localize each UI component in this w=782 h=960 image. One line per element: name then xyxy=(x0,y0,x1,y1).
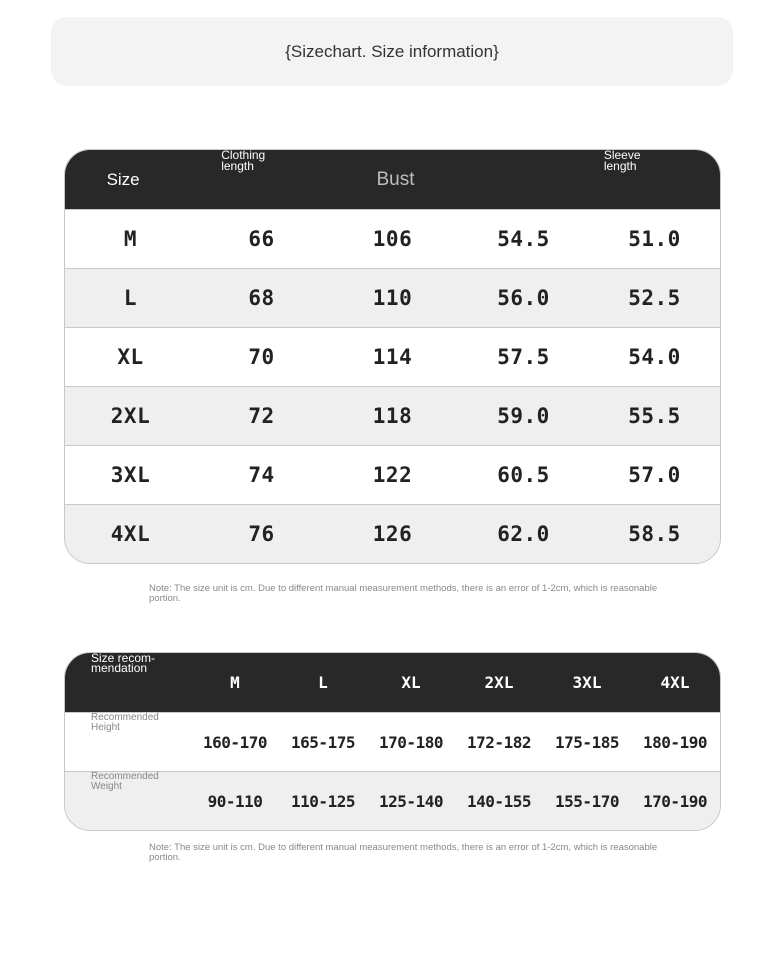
size-note: Note: The size unit is cm. Due to different manual measurement methods, there is an error of 1-2cm, which is reasonable portion. xyxy=(149,583,658,604)
shoulder-cell: 56.0 xyxy=(497,286,550,310)
size-cell: 4XL xyxy=(110,522,151,546)
weight-cell: 125-140 xyxy=(379,791,443,811)
header-size-recommendation xyxy=(65,653,191,712)
clothing-length-cell: 70 xyxy=(248,345,275,369)
height-cell: 160-170 xyxy=(203,732,267,752)
header-bust: Bust xyxy=(376,168,415,190)
size-table xyxy=(64,149,721,564)
size-cell: 2XL xyxy=(110,404,151,428)
weight-cell: 90-110 xyxy=(207,791,263,811)
header-size-recommendation-line2: mendation xyxy=(91,661,148,675)
table-row xyxy=(65,386,720,445)
header-sleeve-length-line2: length xyxy=(603,159,637,173)
bust-cell: 122 xyxy=(372,463,413,487)
clothing-length-cell: 76 xyxy=(248,522,275,546)
sleeve-length-cell: 57.0 xyxy=(628,463,681,487)
weight-cell: 170-190 xyxy=(643,791,707,811)
height-cell: 180-190 xyxy=(643,732,707,752)
clothing-length-cell: 72 xyxy=(248,404,275,428)
header-size: Size xyxy=(106,169,140,189)
banner-title: {Sizechart. Size information} xyxy=(285,41,499,61)
header-clothing-length xyxy=(181,150,337,209)
table-row xyxy=(65,504,720,563)
header-size-3xl: 3XL xyxy=(572,673,602,692)
sleeve-length-cell: 52.5 xyxy=(628,286,681,310)
size-cell: 3XL xyxy=(110,463,151,487)
sleeve-length-cell: 51.0 xyxy=(628,227,681,251)
recommended-height-label xyxy=(65,713,191,771)
size-cell: L xyxy=(123,286,138,310)
header-size-m: M xyxy=(230,673,240,692)
recommended-height-row xyxy=(65,712,720,771)
recommended-weight-row xyxy=(65,771,720,830)
header-size-4xl: 4XL xyxy=(660,673,690,692)
table-row xyxy=(65,209,720,268)
header-size-recommendation-line1: Size recom- xyxy=(91,652,156,665)
recommended-height-label-line2: Height xyxy=(91,722,120,733)
bust-cell: 106 xyxy=(372,227,413,251)
recommended-height-label-line1: Recommended xyxy=(91,712,159,723)
sleeve-length-cell: 58.5 xyxy=(628,522,681,546)
table-row xyxy=(65,445,720,504)
sleeve-length-cell: 54.0 xyxy=(628,345,681,369)
clothing-length-cell: 68 xyxy=(248,286,275,310)
shoulder-cell: 60.5 xyxy=(497,463,550,487)
header-sleeve-length-line1: Sleeve xyxy=(603,149,641,162)
header-shoulder xyxy=(454,150,570,209)
sleeve-length-cell: 55.5 xyxy=(628,404,681,428)
bust-cell: 110 xyxy=(372,286,413,310)
recommended-weight-label xyxy=(65,772,191,830)
recommendation-note: Note: The size unit is cm. Due to different manual measurement methods, there is an error of 1-2cm, which is reasonable portion. xyxy=(149,842,658,863)
recommendation-header xyxy=(65,653,720,712)
header-clothing-length-line1: Clothing xyxy=(221,149,266,162)
shoulder-cell: 57.5 xyxy=(497,345,550,369)
recommendation-table xyxy=(64,652,721,831)
header-sleeve-length xyxy=(570,150,720,209)
height-cell: 165-175 xyxy=(291,732,355,752)
height-cell: 172-182 xyxy=(467,732,531,752)
height-cell: 170-180 xyxy=(379,732,443,752)
size-table-header xyxy=(65,150,720,209)
shoulder-cell: 62.0 xyxy=(497,522,550,546)
header-size-2xl: 2XL xyxy=(484,673,514,692)
height-cell: 175-185 xyxy=(555,732,619,752)
header-size-l: L xyxy=(318,673,328,692)
bust-cell: 114 xyxy=(372,345,413,369)
header-clothing-length-line2: length xyxy=(221,159,254,173)
weight-cell: 110-125 xyxy=(291,791,355,811)
shoulder-cell: 59.0 xyxy=(497,404,550,428)
size-cell: XL xyxy=(117,345,144,369)
size-cell: M xyxy=(123,227,138,251)
header-size-xl: XL xyxy=(401,673,421,692)
recommended-weight-label-line1: Recommended xyxy=(91,771,159,782)
clothing-length-cell: 74 xyxy=(248,463,275,487)
size-chart-banner xyxy=(51,17,733,86)
shoulder-cell: 54.5 xyxy=(497,227,550,251)
weight-cell: 155-170 xyxy=(555,791,619,811)
bust-cell: 126 xyxy=(372,522,413,546)
weight-cell: 140-155 xyxy=(467,791,531,811)
recommended-weight-label-line2: Weight xyxy=(91,781,122,792)
table-row xyxy=(65,268,720,327)
bust-cell: 118 xyxy=(372,404,413,428)
table-row xyxy=(65,327,720,386)
clothing-length-cell: 66 xyxy=(248,227,275,251)
